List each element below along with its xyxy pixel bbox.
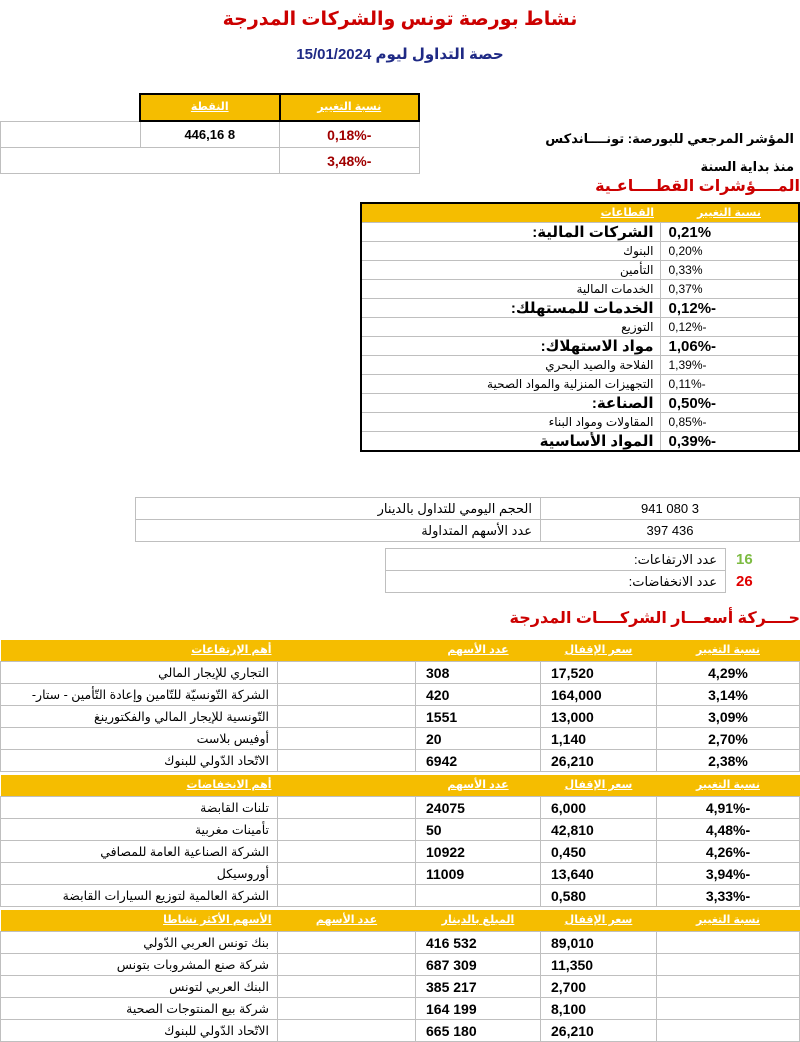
stat-1-value: 436 397	[541, 520, 800, 542]
most_active-row-1-name: شركة صنع المشروبات بتونس	[1, 954, 278, 976]
most_active-row-2-change-pct	[657, 976, 800, 998]
index-row-1-change-pct: -3,48%	[280, 148, 420, 174]
sector-row-6-name: مواد الاستهلاك:	[361, 337, 660, 356]
gainers-row-1-name: الشركة التّونسيّة للتّامين وإعادة التّأمين - ستار-	[1, 684, 278, 706]
table-row	[1, 819, 800, 841]
most_active-row-3-change-pct	[657, 998, 800, 1020]
table-row	[361, 432, 799, 452]
losers-row-4-blank	[278, 885, 416, 907]
gainers-row-4-close-price: 26,210	[541, 750, 657, 772]
gainers-row-0-name: التجاري للإيجار المالي	[1, 662, 278, 684]
losers-row-4-name: الشركة العالمية لتوزيع السيارات القابضة	[1, 885, 278, 907]
losers-row-1-name: تأمينات مغربية	[1, 819, 278, 841]
sector-row-0-name: الشركات المالية:	[361, 223, 660, 242]
gainers-row-4-name: الاتّحاد الدّولي للبنوك	[1, 750, 278, 772]
most_active-row-2-close-price: 2,700	[541, 976, 657, 998]
stat-0-value: 3 080 941	[541, 498, 800, 520]
sector-header-row	[361, 203, 799, 223]
gainers-row-1-change-pct: 3,14%	[657, 684, 800, 706]
gainers-row-0-change-pct: 4,29%	[657, 662, 800, 684]
table-row	[386, 549, 800, 571]
most_active-row-2-name: البنك العربي لتونس	[1, 976, 278, 998]
losers-row-1-blank	[278, 819, 416, 841]
table-row	[1, 1020, 800, 1042]
movement-section-title: حــــركة أسعـــار الشركــــات المدرجة	[0, 608, 800, 628]
table-row	[1, 954, 800, 976]
gainers-row-3-blank	[278, 728, 416, 750]
losers-header-close-price: سعر الإقفال	[541, 775, 657, 797]
losers-row-4-close-price: 0,580	[541, 885, 657, 907]
losers-row-1-change-pct: -4,48%	[657, 819, 800, 841]
table-row	[361, 337, 799, 356]
most_active-row-0-change-pct	[657, 932, 800, 954]
sector-row-10-name: المقاولات ومواد البناء	[361, 413, 660, 432]
losers-row-0-shares: 24075	[416, 797, 541, 819]
gainers-header-shares-blank	[278, 640, 416, 662]
gainers-row-0-blank	[278, 662, 416, 684]
gainers-row-1-blank	[278, 684, 416, 706]
most_active-row-4-blank	[278, 1020, 416, 1042]
losers-row-3-name: أوروسيكل	[1, 863, 278, 885]
index-row-0-points: 8 446,16	[140, 121, 280, 148]
losers-header-shares: عدد الأسهم	[416, 775, 541, 797]
gainers-header-close-price: سعر الإقفال	[541, 640, 657, 662]
sector-row-10-change-pct: -0,85%	[660, 413, 799, 432]
top-losers-table	[0, 775, 800, 907]
sector-row-11-change-pct: -0,39%	[660, 432, 799, 452]
sector-row-2-name: التأمين	[361, 261, 660, 280]
losers-row-2-shares: 10922	[416, 841, 541, 863]
losers-row-1-close-price: 42,810	[541, 819, 657, 841]
sector-row-9-name: الصناعة:	[361, 394, 660, 413]
most_active-row-3-name: شركة بيع المنتوجات الصحية	[1, 998, 278, 1020]
most_active-header-change-pct: نسبة التغيير	[657, 910, 800, 932]
gainers-row-4-blank	[278, 750, 416, 772]
gainers-row-1-shares: 420	[416, 684, 541, 706]
sector-section-title: المــــؤشرات القطــــاعـية	[0, 176, 800, 196]
sector-row-7-change-pct: -1,39%	[660, 356, 799, 375]
table-row	[361, 280, 799, 299]
losers-row-2-blank	[278, 841, 416, 863]
losers-row-4-change-pct: -3,33%	[657, 885, 800, 907]
losers-row-3-shares: 11009	[416, 863, 541, 885]
gainers-row-4-change-pct: 2,38%	[657, 750, 800, 772]
sector-header-change-pct: نسبة التغيير	[660, 203, 799, 223]
index-row-0-label: المؤشر المرجعي للبورصة: تونــــاندكس	[545, 131, 794, 147]
gainers-row-3-name: أوفيس بلاست	[1, 728, 278, 750]
table-row	[361, 223, 799, 242]
most_active-row-4-close-price: 26,210	[541, 1020, 657, 1042]
most_active-row-0-close-price: 89,010	[541, 932, 657, 954]
page-title: نشاط بورصة تونس والشركات المدرجة	[0, 8, 800, 31]
advancers-label: عدد الارتفاعات:	[386, 549, 726, 571]
most_active-row-3-amount_dinar: 199 164	[416, 998, 541, 1020]
sector-row-4-change-pct: -0,12%	[660, 299, 799, 318]
table-row	[1, 863, 800, 885]
most_active-row-2-blank	[278, 976, 416, 998]
losers-header-row	[1, 775, 800, 797]
gainers-row-3-close-price: 1,140	[541, 728, 657, 750]
most_active-row-4-amount_dinar: 180 665	[416, 1020, 541, 1042]
sector-row-4-name: الخدمات للمستهلك:	[361, 299, 660, 318]
most_active-row-1-blank	[278, 954, 416, 976]
index-header-spacer	[1, 94, 141, 121]
table-row	[1, 885, 800, 907]
table-row	[1, 684, 800, 706]
gainers-row-2-name: التّونسية للإيجار المالي والفكتورينغ	[1, 706, 278, 728]
sector-row-9-change-pct: -0,50%	[660, 394, 799, 413]
losers-row-3-blank	[278, 863, 416, 885]
losers-header-shares-blank	[278, 775, 416, 797]
losers-row-2-name: الشركة الصناعية العامة للمصافي	[1, 841, 278, 863]
gainers-header-title: أهم الإرتفاعات	[1, 640, 278, 662]
index-row-0-change-pct: -0,18%	[280, 121, 420, 148]
sector-row-3-change-pct: 0,37%	[660, 280, 799, 299]
most_active-row-1-amount_dinar: 309 687	[416, 954, 541, 976]
index-row-1-label: منذ بداية السنة	[701, 159, 794, 175]
most_active-row-0-name: بنك تونس العربي الدّولي	[1, 932, 278, 954]
stat-1-label: عدد الأسهم المتداولة	[136, 520, 541, 542]
table-row	[361, 356, 799, 375]
losers-header-change-pct: نسبة التغيير	[657, 775, 800, 797]
most_active-row-3-blank	[278, 998, 416, 1020]
table-row	[1, 148, 420, 174]
gainers-row-1-close-price: 164,000	[541, 684, 657, 706]
index-row-0-blank	[1, 121, 141, 148]
gainers-header-shares: عدد الأسهم	[416, 640, 541, 662]
table-row	[136, 520, 800, 542]
gainers-row-4-shares: 6942	[416, 750, 541, 772]
most_active-row-0-blank	[278, 932, 416, 954]
reference-index-table	[0, 93, 420, 174]
gainers-header-row	[1, 640, 800, 662]
page-subtitle: حصة التداول ليوم 15/01/2024	[0, 45, 800, 63]
most_active-row-1-change-pct	[657, 954, 800, 976]
gainers-header-change-pct: نسبة التغيير	[657, 640, 800, 662]
gainers-row-2-change-pct: 3,09%	[657, 706, 800, 728]
table-row	[386, 571, 800, 593]
table-row	[1, 750, 800, 772]
losers-row-3-change-pct: -3,94%	[657, 863, 800, 885]
losers-row-2-change-pct: -4,26%	[657, 841, 800, 863]
sector-row-5-name: التوزيع	[361, 318, 660, 337]
index-header-row	[1, 94, 420, 121]
table-row	[1, 797, 800, 819]
sector-row-11-name: المواد الأساسية	[361, 432, 660, 452]
table-row	[1, 728, 800, 750]
most_active-row-1-close-price: 11,350	[541, 954, 657, 976]
table-row	[1, 121, 420, 148]
table-row	[361, 242, 799, 261]
sector-indicators-table	[360, 202, 800, 452]
table-row	[1, 932, 800, 954]
most_active-header-shares: عدد الأسهم	[278, 910, 416, 932]
gainers-row-3-change-pct: 2,70%	[657, 728, 800, 750]
table-row	[1, 841, 800, 863]
sector-row-3-name: الخدمات المالية	[361, 280, 660, 299]
gainers-row-2-shares: 1551	[416, 706, 541, 728]
table-row	[361, 413, 799, 432]
gainers-row-2-close-price: 13,000	[541, 706, 657, 728]
decliners-count: 26	[726, 571, 800, 593]
sector-row-6-change-pct: -1,06%	[660, 337, 799, 356]
table-row	[361, 394, 799, 413]
losers-row-1-shares: 50	[416, 819, 541, 841]
index-row-1-blank	[1, 148, 280, 174]
trading-statistics-table	[135, 497, 800, 542]
advancers-decliners-table	[385, 548, 800, 593]
sector-row-7-name: الفلاحة والصيد البحري	[361, 356, 660, 375]
most_active-row-4-change-pct	[657, 1020, 800, 1042]
gainers-row-2-blank	[278, 706, 416, 728]
sector-header-sectors: القطاعات	[361, 203, 660, 223]
most_active-header-row	[1, 910, 800, 932]
table-row	[361, 318, 799, 337]
table-row	[1, 998, 800, 1020]
table-row	[361, 261, 799, 280]
stat-0-label: الحجم اليومي للتداول بالدينار	[136, 498, 541, 520]
sector-row-0-change-pct: 0,21%	[660, 223, 799, 242]
decliners-label: عدد الانخفاضات:	[386, 571, 726, 593]
losers-row-0-close-price: 6,000	[541, 797, 657, 819]
table-row	[1, 706, 800, 728]
table-row	[1, 976, 800, 998]
losers-row-0-name: تلنات القابضة	[1, 797, 278, 819]
table-row	[1, 662, 800, 684]
losers-row-0-blank	[278, 797, 416, 819]
most_active-row-3-close-price: 8,100	[541, 998, 657, 1020]
most_active-header-title: الأسهم الأكثر نشاطا	[1, 910, 278, 932]
sector-row-1-name: البنوك	[361, 242, 660, 261]
gainers-row-0-shares: 308	[416, 662, 541, 684]
losers-header-title: أهم الانخفاضات	[1, 775, 278, 797]
index-header-points: النقطة	[140, 94, 280, 121]
gainers-row-3-shares: 20	[416, 728, 541, 750]
most_active-header-close-price: سعر الإقفال	[541, 910, 657, 932]
most_active-row-0-amount_dinar: 532 416	[416, 932, 541, 954]
most_active-header-amount_dinar: المبلغ بالدينار	[416, 910, 541, 932]
top-gainers-table	[0, 640, 800, 772]
sector-row-5-change-pct: -0,12%	[660, 318, 799, 337]
losers-row-2-close-price: 0,450	[541, 841, 657, 863]
table-row	[361, 375, 799, 394]
most_active-row-4-name: الاتّحاد الدّولي للبنوك	[1, 1020, 278, 1042]
gainers-row-0-close-price: 17,520	[541, 662, 657, 684]
sector-row-8-name: التجهيزات المنزلية والمواد الصحية	[361, 375, 660, 394]
most-active-table	[0, 910, 800, 1042]
losers-row-0-change-pct: -4,91%	[657, 797, 800, 819]
index-header-change-pct: نسبة التغيير	[280, 94, 420, 121]
losers-row-4-shares	[416, 885, 541, 907]
sector-row-8-change-pct: -0,11%	[660, 375, 799, 394]
table-row	[136, 498, 800, 520]
sector-row-2-change-pct: 0,33%	[660, 261, 799, 280]
losers-row-3-close-price: 13,640	[541, 863, 657, 885]
table-row	[361, 299, 799, 318]
most_active-row-2-amount_dinar: 217 385	[416, 976, 541, 998]
advancers-count: 16	[726, 549, 800, 571]
sector-row-1-change-pct: 0,20%	[660, 242, 799, 261]
